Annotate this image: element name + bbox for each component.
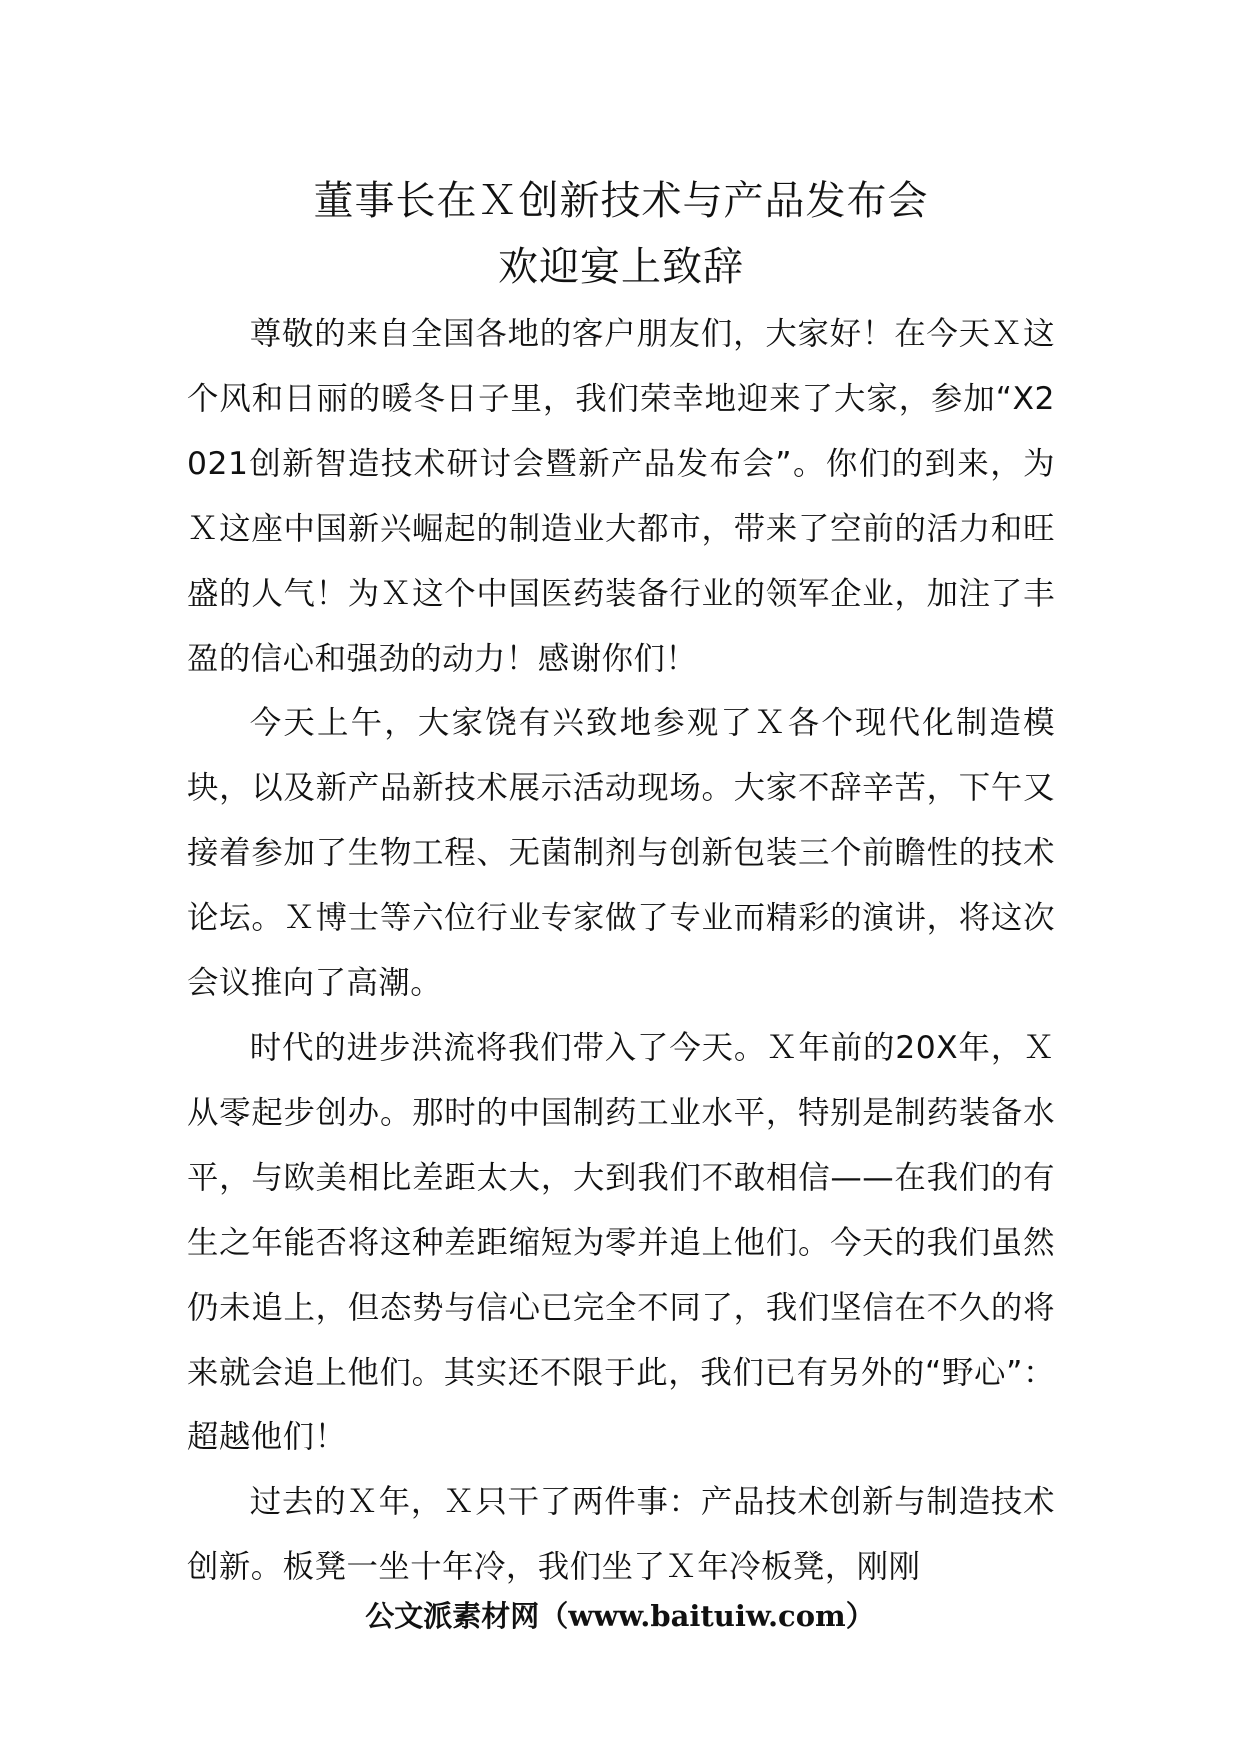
document-page (187, 168, 1055, 1600)
title-line-1: 董事长在Ｘ创新技术与产品发布会 (313, 178, 929, 224)
paragraph-1: 尊敬的来自全国各地的客户朋友们，大家好！在今天Ｘ这个风和日丽的暖冬日子里，我们荣幸地迎来了大家，参加“X2021创新智造技术研讨会暨新产品发布会”。你们的到来，为Ｘ这座中国新兴崛起的制造业大都市，带来了空前的活力和旺盛的人气！为Ｘ这个中国医药装备行业的领军企业，加注了丰盈的信心和强劲的动力！感谢你们！ (187, 316, 1055, 677)
document-body (187, 302, 1055, 1600)
paragraph-3: 时代的进步洪流将我们带入了今天。Ｘ年前的20X年，Ｘ从零起步创办。那时的中国制药工业水平，特别是制药装备水平，与欧美相比差距太大，大到我们不敢相信——在我们的有生之年能否将这种差距缩短为零并追上他们。今天的我们虽然仍未追上，但态势与信心已完全不同了，我们坚信在不久的将来就会追上他们。其实还不限于此，我们已有另外的“野心”：超越他们！ (187, 1029, 1055, 1456)
paragraph-2: 今天上午，大家饶有兴致地参观了Ｘ各个现代化制造模块，以及新产品新技术展示活动现场。大家不辞辛苦，下午又接着参加了生物工程、无菌制剂与创新包装三个前瞻性的技术论坛。Ｘ博士等六位行业专家做了专业而精彩的演讲，将这次会议推向了高潮。 (187, 705, 1055, 1002)
footer-watermark: 公文派素材网（www.baituiw.com） (365, 1599, 875, 1633)
title-line-2: 欢迎宴上致辞 (498, 244, 744, 290)
paragraph-4: 过去的Ｘ年，Ｘ只干了两件事：产品技术创新与制造技术创新。板凳一坐十年冷，我们坐了Ｘ年冷板凳，刚刚 (187, 1484, 1055, 1586)
document-title (187, 168, 1055, 300)
